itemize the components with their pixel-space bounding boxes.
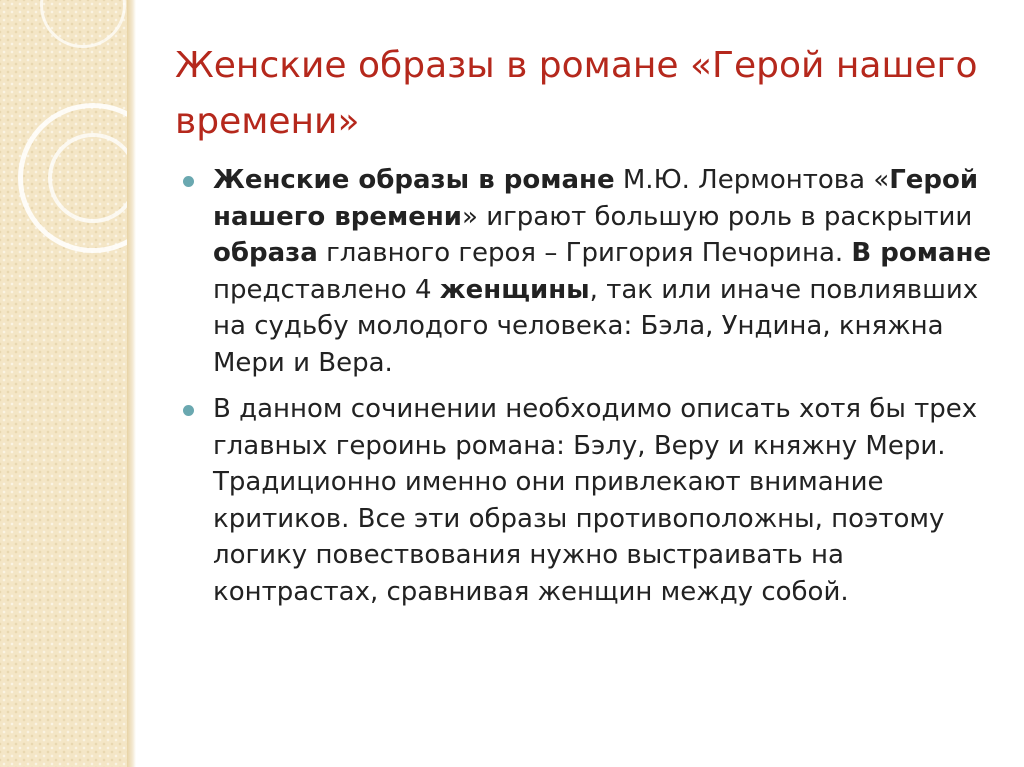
bullet-list	[183, 162, 1003, 620]
bullet-text: В данном сочинении необходимо описать хотя бы трех главных героинь романа: Бэлу, Веру и княжну Мери. Традиционно именно они привлекают внимание критиков. Все эти образы противоположны, поэтому логику повествования нужно выстраивать на контрастах, сравнивая женщин между собой.	[213, 394, 978, 607]
decorative-ring-inner	[48, 133, 138, 223]
decorative-side-band	[0, 0, 127, 767]
bullet-marker-icon	[183, 176, 194, 187]
bullet-item	[183, 391, 1003, 610]
slide-title: Женские образы в романе «Герой нашего времени»	[175, 45, 978, 142]
decorative-ring-small	[40, 0, 126, 48]
side-band-edge	[127, 0, 136, 767]
bullet-marker-icon	[183, 405, 194, 416]
bullet-text: Женские образы в романе М.Ю. Лермонтова «Герой нашего времени» играют большую роль в раскрытии образа главного героя – Григория Печорина. В романе представлено 4 женщины, так или иначе повлиявших на судьбу молодого человека: Бэла, Ундина, княжна Мери и Вера.	[213, 165, 992, 378]
bullet-item	[183, 162, 1003, 381]
